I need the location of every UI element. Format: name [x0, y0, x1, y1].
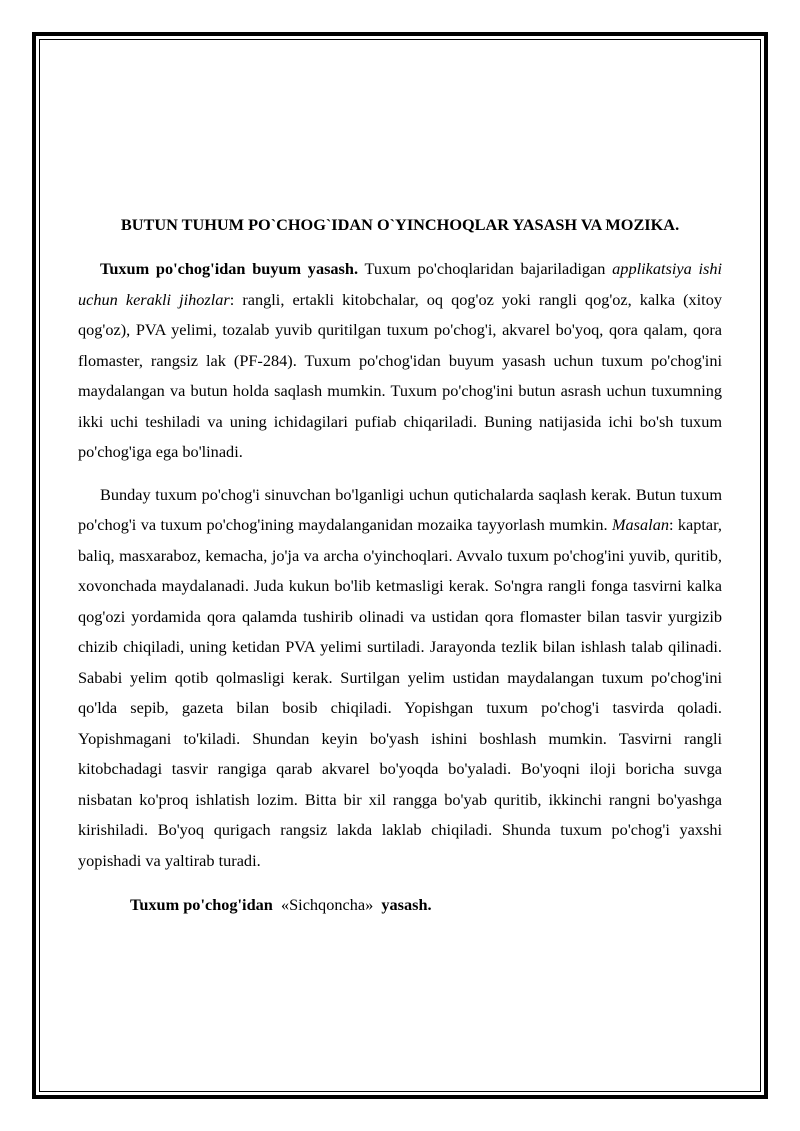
subheading-bold-a: Tuxum po'chog'idan: [130, 895, 273, 914]
paragraph-2-italic: Masalan: [611, 515, 669, 534]
paragraph-2-text-b: : kaptar, baliq, masxaraboz, kemacha, jo'ja va archa o'yinchoqlari. Avvalo tuxum po'chog'ini yuvib, quritib, xovonchada maydalanadi. Juda kukun bo'lib ketmasligi kerak. So'ngra rangli fonga tasvirni kalka qog'ozi yordamida qora qalamda tushirib olinadi va ustidan qora flomaster bilan tasvir yurgizib chizib chiqiladi, uning ketidan PVA yelimi surtiladi. Jarayonda tezlik bilan ishlash talab qilinadi. Sababi yelim qotib qolmasligi kerak. Surtilgan yelim ustidan maydalangan tuxum po'chog'ini qo'lda sepib, gazeta bilan bosib chiqiladi. Yopishgan tuxum po'chog'i tasvirda qoladi. Yopishmagani to'kiladi. Shundan keyin bo'yash ishini boshlash mumkin. Tasvirni rangli kitobchadagi tasvir rangiga qarab akvarel bo'yoqda bo'yaladi. Bo'yoqni iloji boricha suvga nisbatan ko'proq ishlatish lozim. Bitta bir xil rangga bo'yab quritib, ikkinchi rangni bo'yashga kirishiladi. Bo'yoq qurigach rangsiz lakda laklab chiqiladi. Shunda tuxum po'chog'i yaxshi yopishadi va yaltirab turadi.: [78, 515, 722, 870]
paragraph-1-lead: Tuxum po'chog'idan buyum yasash.: [100, 259, 359, 278]
paragraph-1-text-b: : rangli, ertakli kitobchalar, oq qog'oz yoki rangli qog'oz, kalka (xitoy qog'oz), PVA yelimi, tozalab yuvib quritilgan tuxum po'chog'i, akvarel bo'yoq, qora qalam, qora flomaster, rangsiz lak (PF-284). Tuxum po'chog'idan buyum yasash uchun tuxum po'chog'ini maydalangan va butun holda saqlash mumkin. Tuxum po'chog'ini butun asrash uchun tuxumning ikki uchi teshiladi va uning ichidagilari pufiab chiqariladi. Buning natijasida ichi bo'sh tuxum po'chog'iga ega bo'linadi.: [78, 289, 722, 461]
paragraph-1-text-a: Tuxum po'choqlaridan bajariladigan: [358, 259, 613, 278]
section-subheading: [130, 890, 722, 920]
paragraph-1-italic: applikatsiya ishi uchun kerakli jihozlar: [78, 259, 722, 309]
document-title: BUTUN TUHUM PO`CHOG`IDAN O`YINCHOQLAR YASASH VA MOZIKA.: [120, 215, 680, 234]
subheading-quoted: «Sichqoncha»: [280, 895, 374, 914]
paragraph-2-text-a: Bunday tuxum po'chog'i sinuvchan bo'lganligi uchun qutichalarda saqlash kerak. Butun tuxum po'chog'i va tuxum po'chog'ining maydalanganidan mozaika tayyorlash mumkin.: [78, 484, 722, 534]
document-body: [78, 210, 722, 920]
paragraph-1: [78, 254, 722, 468]
paragraph-2: [78, 480, 722, 877]
subheading-bold-b: yasash.: [381, 895, 432, 914]
